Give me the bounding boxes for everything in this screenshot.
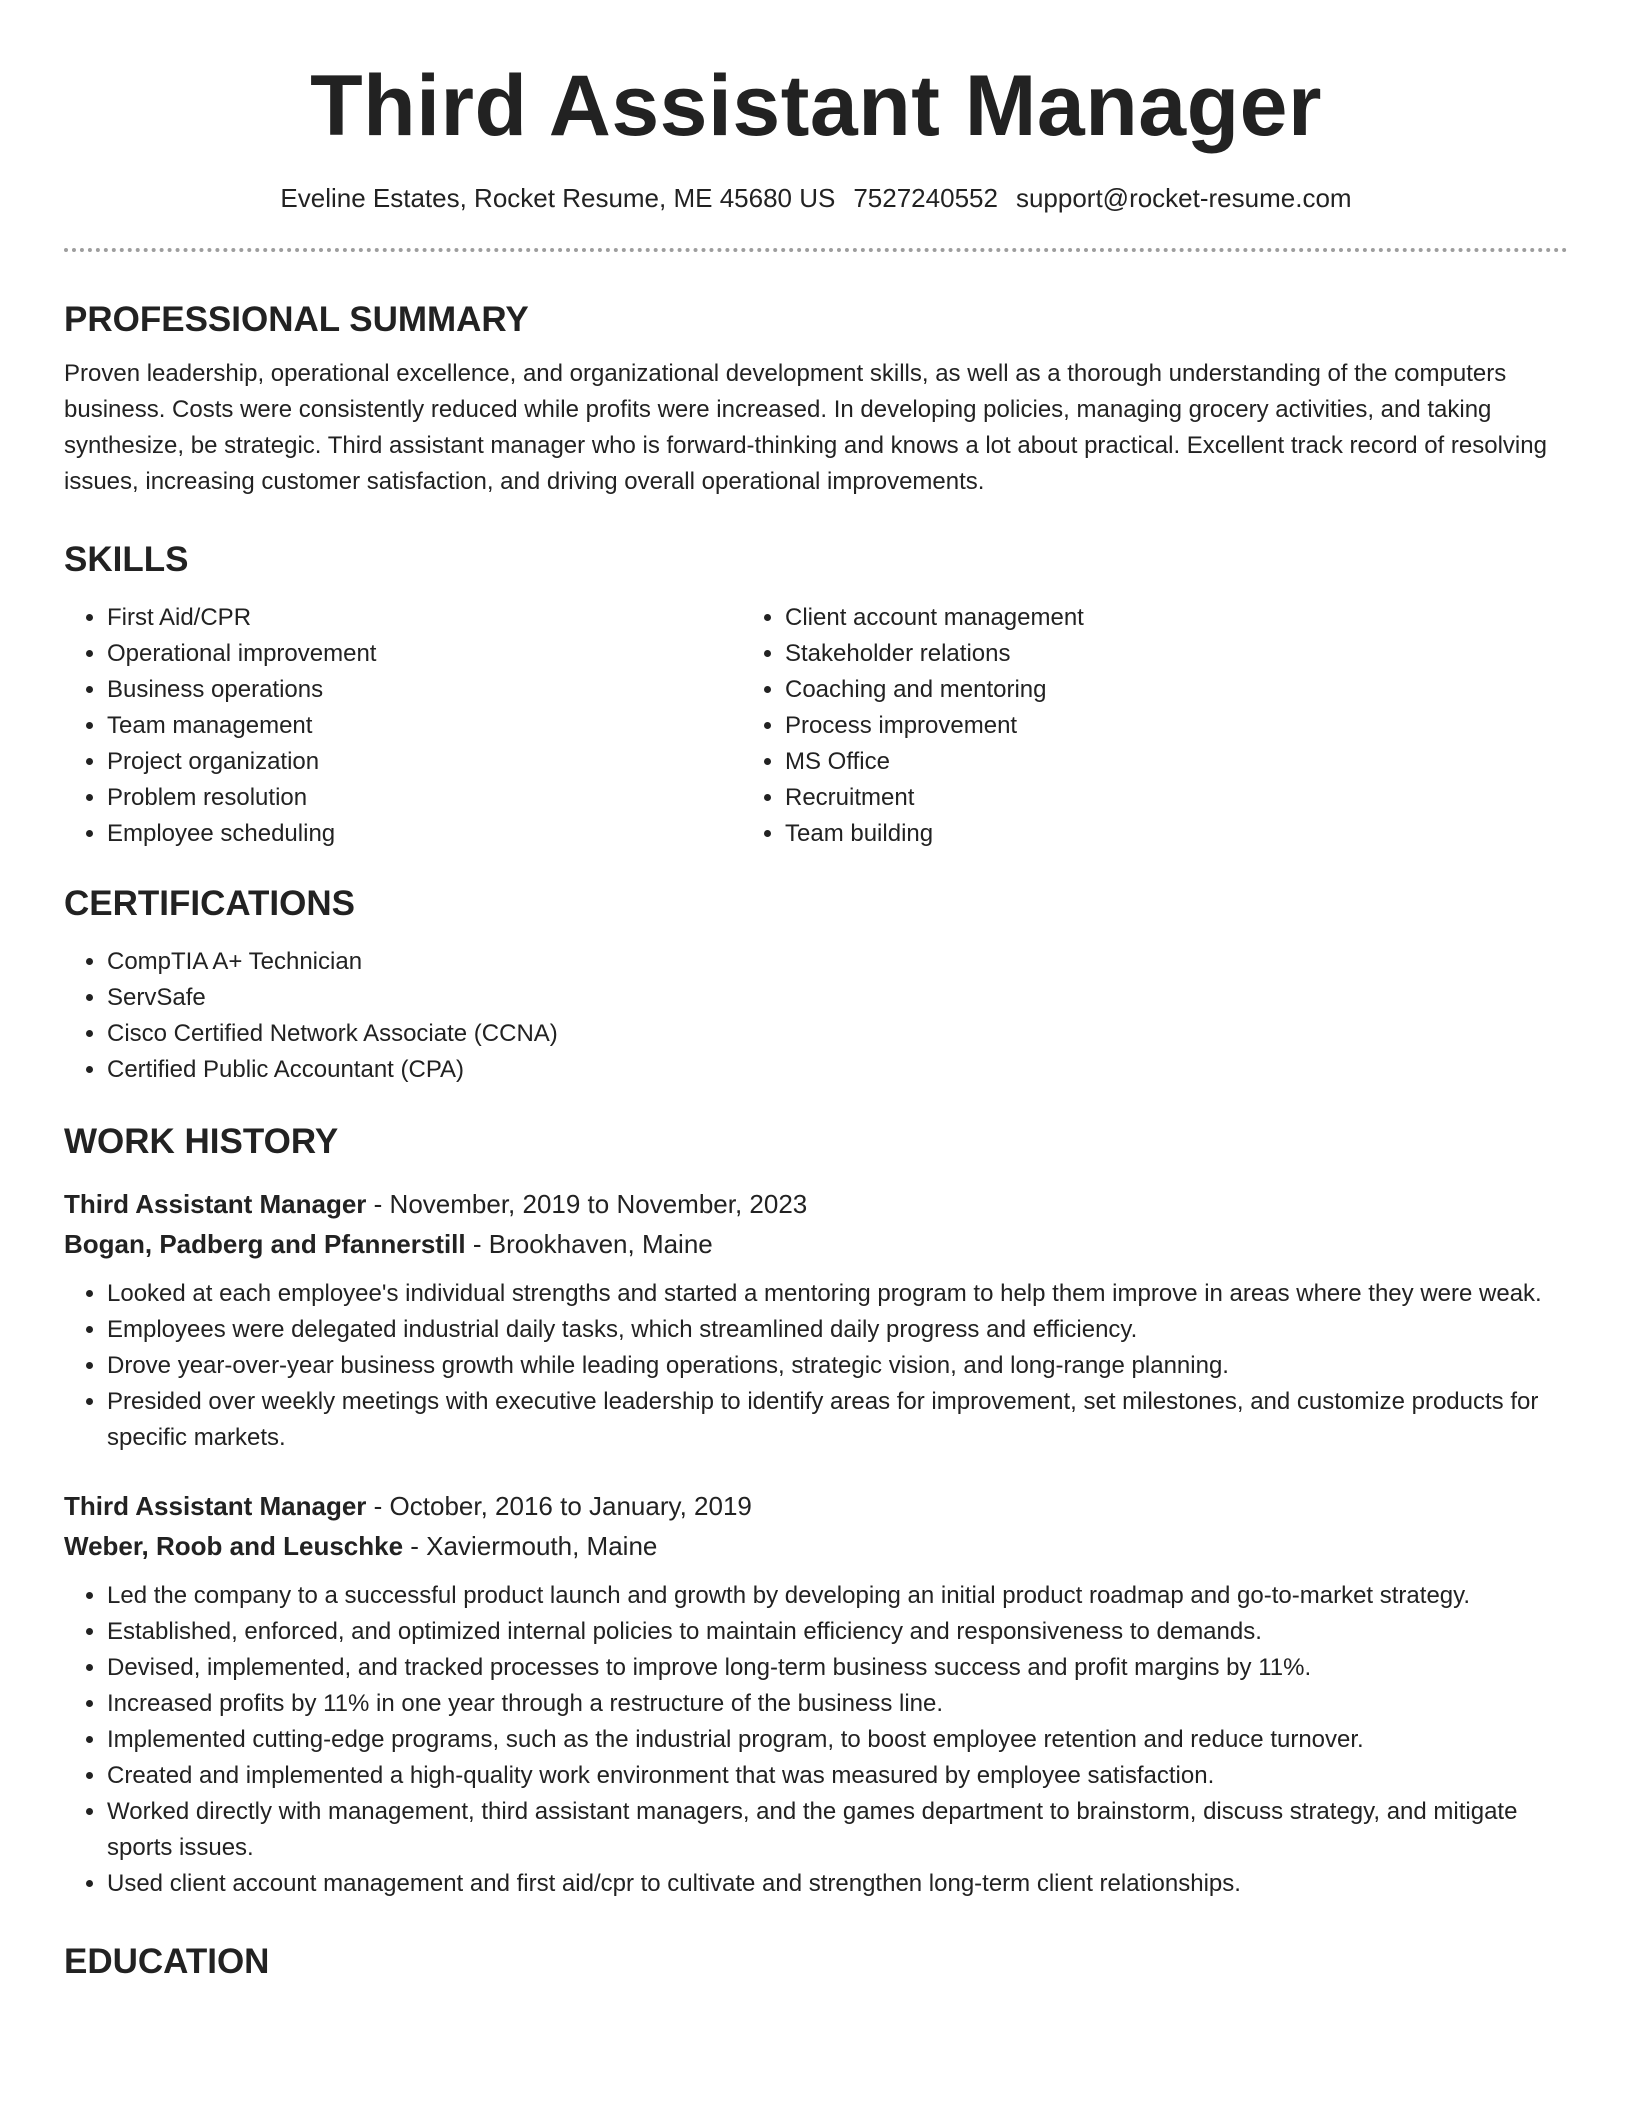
job-bullets [64, 1276, 1568, 1456]
certifications-heading: CERTIFICATIONS [64, 884, 356, 923]
job-company: Weber, Roob and Leuschke [64, 1531, 404, 1561]
job-bullet: • Worked directly with management, third assistant managers, and the games department to brainstorm, discuss strategy, and mitigate sports issues. [107, 1794, 1568, 1866]
skills-list-right [742, 600, 1420, 852]
certifications-section [64, 874, 1568, 1088]
skill-item: • Stakeholder relations [785, 636, 1420, 672]
summary-heading: PROFESSIONAL SUMMARY [64, 300, 529, 339]
skill-item: • Problem resolution [107, 780, 742, 816]
contact-phone: 7527240552 [853, 183, 998, 213]
job-location: - Brookhaven, Maine [465, 1229, 713, 1259]
certification-item: • Cisco Certified Network Associate (CCNA) [107, 1016, 1568, 1052]
job-bullet: • Employees were delegated industrial daily tasks, which streamlined daily progress and efficiency. [107, 1312, 1568, 1348]
skill-item: • Coaching and mentoring [785, 672, 1420, 708]
summary-section [64, 290, 1568, 500]
job-title-line [64, 1486, 1568, 1526]
certification-item: • Certified Public Accountant (CPA) [107, 1052, 1568, 1088]
skill-item: • Team management [107, 708, 742, 744]
resume-name: Third Assistant Manager [310, 58, 1322, 154]
skills-column-left [64, 600, 742, 852]
skill-item: • MS Office [785, 744, 1420, 780]
certification-item: • ServSafe [107, 980, 1568, 1016]
summary-text: Proven leadership, operational excellence, and organizational development skills, as well as a thorough understanding of the computers business. Costs were consistently reduced while profits were increased. In developing policies, managing grocery activities, and taking synthesize, be strategic. Third assistant manager who is forward-thinking and knows a lot about practical. Excellent track record of resolving issues, increasing customer satisfaction, and driving overall operational improvements. [64, 360, 1547, 495]
job-bullet: • Devised, implemented, and tracked processes to improve long-term business success and profit margins by 11%. [107, 1650, 1568, 1686]
job-bullet: • Established, enforced, and optimized internal policies to maintain efficiency and responsiveness to demands. [107, 1614, 1568, 1650]
job-bullet: • Used client account management and first aid/cpr to cultivate and strengthen long-term client relationships. [107, 1866, 1568, 1902]
job-location: - Xaviermouth, Maine [403, 1531, 658, 1561]
education-section [64, 1932, 1568, 1992]
job-bullet: • Created and implemented a high-quality work environment that was measured by employee satisfaction. [107, 1758, 1568, 1794]
job-bullets [64, 1578, 1568, 1902]
job-bullet: • Led the company to a successful product launch and growth by developing an initial product roadmap and go-to-market strategy. [107, 1578, 1568, 1614]
education-heading: EDUCATION [64, 1942, 270, 1981]
skill-item: • Operational improvement [107, 636, 742, 672]
job-bullet: • Increased profits by 11% in one year through a restructure of the business line. [107, 1686, 1568, 1722]
certification-item: • CompTIA A+ Technician [107, 944, 1568, 980]
skills-section [64, 530, 1568, 852]
job-dates: - November, 2019 to November, 2023 [366, 1189, 808, 1219]
job-entry [64, 1486, 1568, 1902]
skill-item: • Process improvement [785, 708, 1420, 744]
skills-grid [64, 600, 1568, 852]
job-bullet: • Implemented cutting-edge programs, such as the industrial program, to boost employee retention and reduce turnover. [107, 1722, 1568, 1758]
contact-email: support@rocket-resume.com [1015, 183, 1352, 213]
job-title: Third Assistant Manager [64, 1189, 367, 1219]
skill-item: • Employee scheduling [107, 816, 742, 852]
work-history-section [64, 1112, 1568, 1902]
skill-item: • Team building [785, 816, 1420, 852]
skills-column-right [742, 600, 1420, 852]
skills-list-left [64, 600, 742, 852]
skill-item: • Client account management [785, 600, 1420, 636]
contact-address: Eveline Estates, Rocket Resume, ME 45680 US [280, 183, 836, 213]
job-entry [64, 1184, 1568, 1456]
job-bullet: • Looked at each employee's individual strengths and started a mentoring program to help them improve in areas where they were weak. [107, 1276, 1568, 1312]
job-company-line [64, 1526, 1568, 1566]
job-bullet: • Drove year-over-year business growth while leading operations, strategic vision, and long-range planning. [107, 1348, 1568, 1384]
job-title: Third Assistant Manager [64, 1491, 367, 1521]
skill-item: • Business operations [107, 672, 742, 708]
work-history-heading: WORK HISTORY [64, 1122, 339, 1161]
header-divider [64, 248, 1568, 252]
job-company: Bogan, Padberg and Pfannerstill [64, 1229, 466, 1259]
certifications-block [64, 944, 1568, 1088]
job-bullet: • Presided over weekly meetings with executive leadership to identify areas for improvement, set milestones, and customize products for specific markets. [107, 1384, 1568, 1456]
contact-line [64, 100, 1568, 216]
resume-content [64, 290, 1568, 1992]
job-title-line [64, 1184, 1568, 1224]
skill-item: • Project organization [107, 744, 742, 780]
skill-item: • Recruitment [785, 780, 1420, 816]
skill-item: • First Aid/CPR [107, 600, 742, 636]
job-dates: - October, 2016 to January, 2019 [366, 1491, 752, 1521]
skills-heading: SKILLS [64, 540, 189, 579]
certifications-list [64, 944, 1568, 1088]
job-company-line [64, 1224, 1568, 1264]
